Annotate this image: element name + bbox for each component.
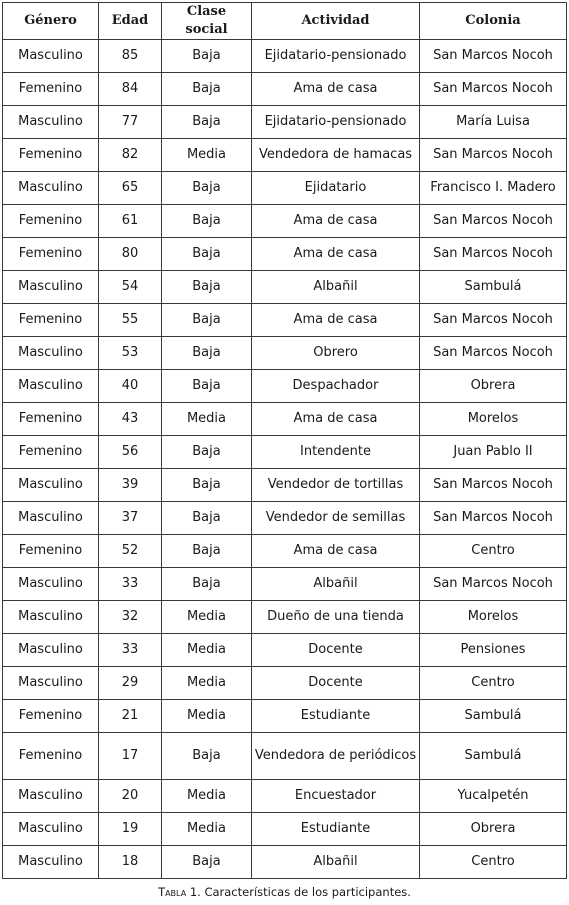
cell-genero: Femenino	[3, 700, 99, 733]
cell-genero: Masculino	[3, 40, 99, 73]
table-row	[3, 813, 567, 846]
caption-label: Tabla 1.	[158, 885, 201, 899]
cell-actividad: Ejidatario-pensionado	[252, 40, 420, 73]
cell-genero: Femenino	[3, 304, 99, 337]
cell-actividad: Ama de casa	[252, 304, 420, 337]
table-row	[3, 733, 567, 780]
cell-clase-social: Baja	[162, 304, 252, 337]
cell-clase-social: Baja	[162, 370, 252, 403]
cell-edad: 54	[99, 271, 162, 304]
cell-actividad: Intendente	[252, 436, 420, 469]
cell-clase-social: Baja	[162, 568, 252, 601]
cell-edad: 84	[99, 73, 162, 106]
cell-genero: Masculino	[3, 667, 99, 700]
table-row	[3, 304, 567, 337]
cell-clase-social: Media	[162, 813, 252, 846]
cell-edad: 20	[99, 780, 162, 813]
cell-clase-social: Media	[162, 700, 252, 733]
participants-table	[2, 2, 567, 879]
cell-clase-social: Baja	[162, 40, 252, 73]
table-row	[3, 403, 567, 436]
cell-genero: Masculino	[3, 469, 99, 502]
cell-actividad: Estudiante	[252, 700, 420, 733]
cell-colonia: Pensiones	[420, 634, 567, 667]
table-row	[3, 106, 567, 139]
cell-colonia: Morelos	[420, 403, 567, 436]
table-row	[3, 337, 567, 370]
cell-actividad: Albañil	[252, 271, 420, 304]
cell-edad: 77	[99, 106, 162, 139]
cell-genero: Masculino	[3, 601, 99, 634]
cell-colonia: San Marcos Nocoh	[420, 337, 567, 370]
cell-colonia: San Marcos Nocoh	[420, 139, 567, 172]
cell-clase-social: Baja	[162, 502, 252, 535]
cell-clase-social: Baja	[162, 469, 252, 502]
cell-actividad: Encuestador	[252, 780, 420, 813]
cell-edad: 56	[99, 436, 162, 469]
cell-clase-social: Media	[162, 634, 252, 667]
cell-colonia: Centro	[420, 535, 567, 568]
table-caption	[0, 885, 569, 899]
table-row	[3, 139, 567, 172]
cell-clase-social: Baja	[162, 205, 252, 238]
cell-edad: 80	[99, 238, 162, 271]
cell-actividad: Ejidatario-pensionado	[252, 106, 420, 139]
cell-genero: Masculino	[3, 502, 99, 535]
cell-clase-social: Media	[162, 780, 252, 813]
cell-colonia: San Marcos Nocoh	[420, 502, 567, 535]
table-row	[3, 40, 567, 73]
cell-edad: 39	[99, 469, 162, 502]
table-row	[3, 700, 567, 733]
cell-colonia: San Marcos Nocoh	[420, 73, 567, 106]
cell-clase-social: Media	[162, 403, 252, 436]
cell-actividad: Ama de casa	[252, 535, 420, 568]
cell-clase-social: Media	[162, 601, 252, 634]
cell-colonia: Yucalpetén	[420, 780, 567, 813]
table-row	[3, 535, 567, 568]
cell-clase-social: Baja	[162, 436, 252, 469]
cell-colonia: Sambulá	[420, 700, 567, 733]
cell-genero: Masculino	[3, 337, 99, 370]
table-row	[3, 271, 567, 304]
cell-colonia: Obrera	[420, 370, 567, 403]
cell-actividad: Docente	[252, 667, 420, 700]
cell-actividad: Albañil	[252, 846, 420, 879]
caption-text: Características de los participantes.	[204, 885, 411, 899]
cell-clase-social: Baja	[162, 337, 252, 370]
header-genero: Género	[3, 3, 99, 40]
header-row	[3, 3, 567, 40]
table-body	[3, 40, 567, 879]
table-row	[3, 568, 567, 601]
cell-colonia: Sambulá	[420, 733, 567, 780]
table-row	[3, 370, 567, 403]
cell-genero: Femenino	[3, 205, 99, 238]
cell-actividad: Estudiante	[252, 813, 420, 846]
cell-genero: Masculino	[3, 370, 99, 403]
cell-edad: 33	[99, 634, 162, 667]
cell-actividad: Obrero	[252, 337, 420, 370]
cell-actividad: Dueño de una tienda	[252, 601, 420, 634]
table-row	[3, 667, 567, 700]
header-clase-social: Clase social	[162, 3, 252, 40]
cell-genero: Femenino	[3, 436, 99, 469]
table-row	[3, 436, 567, 469]
cell-colonia: Obrera	[420, 813, 567, 846]
cell-actividad: Albañil	[252, 568, 420, 601]
cell-actividad: Ama de casa	[252, 403, 420, 436]
cell-edad: 29	[99, 667, 162, 700]
cell-edad: 85	[99, 40, 162, 73]
cell-clase-social: Media	[162, 139, 252, 172]
cell-genero: Masculino	[3, 780, 99, 813]
cell-colonia: San Marcos Nocoh	[420, 238, 567, 271]
header-edad: Edad	[99, 3, 162, 40]
cell-genero: Masculino	[3, 634, 99, 667]
cell-actividad: Vendedora de hamacas	[252, 139, 420, 172]
cell-edad: 21	[99, 700, 162, 733]
cell-edad: 55	[99, 304, 162, 337]
cell-actividad: Ama de casa	[252, 73, 420, 106]
cell-genero: Masculino	[3, 172, 99, 205]
cell-clase-social: Baja	[162, 106, 252, 139]
cell-genero: Femenino	[3, 139, 99, 172]
table-row	[3, 238, 567, 271]
cell-colonia: San Marcos Nocoh	[420, 40, 567, 73]
cell-actividad: Docente	[252, 634, 420, 667]
cell-genero: Femenino	[3, 73, 99, 106]
cell-genero: Femenino	[3, 535, 99, 568]
cell-actividad: Vendedora de periódicos	[252, 733, 420, 780]
cell-edad: 37	[99, 502, 162, 535]
table-row	[3, 73, 567, 106]
cell-colonia: Francisco I. Madero	[420, 172, 567, 205]
cell-colonia: María Luisa	[420, 106, 567, 139]
cell-edad: 18	[99, 846, 162, 879]
cell-clase-social: Baja	[162, 846, 252, 879]
cell-clase-social: Baja	[162, 73, 252, 106]
cell-clase-social: Baja	[162, 172, 252, 205]
cell-colonia: Centro	[420, 667, 567, 700]
table-row	[3, 172, 567, 205]
cell-colonia: Morelos	[420, 601, 567, 634]
cell-edad: 32	[99, 601, 162, 634]
cell-edad: 52	[99, 535, 162, 568]
table-header	[3, 3, 567, 40]
cell-colonia: Centro	[420, 846, 567, 879]
table-row	[3, 846, 567, 879]
cell-genero: Masculino	[3, 106, 99, 139]
cell-genero: Femenino	[3, 238, 99, 271]
cell-clase-social: Baja	[162, 238, 252, 271]
cell-clase-social: Baja	[162, 535, 252, 568]
cell-colonia: San Marcos Nocoh	[420, 568, 567, 601]
cell-clase-social: Media	[162, 667, 252, 700]
header-colonia: Colonia	[420, 3, 567, 40]
cell-edad: 17	[99, 733, 162, 780]
cell-genero: Masculino	[3, 568, 99, 601]
cell-colonia: Juan Pablo II	[420, 436, 567, 469]
cell-edad: 82	[99, 139, 162, 172]
cell-actividad: Vendedor de semillas	[252, 502, 420, 535]
table-row	[3, 205, 567, 238]
cell-edad: 33	[99, 568, 162, 601]
cell-clase-social: Baja	[162, 271, 252, 304]
cell-genero: Masculino	[3, 846, 99, 879]
table-row	[3, 502, 567, 535]
cell-edad: 65	[99, 172, 162, 205]
table-row	[3, 601, 567, 634]
cell-colonia: San Marcos Nocoh	[420, 304, 567, 337]
cell-actividad: Ama de casa	[252, 205, 420, 238]
cell-colonia: San Marcos Nocoh	[420, 469, 567, 502]
cell-colonia: San Marcos Nocoh	[420, 205, 567, 238]
cell-actividad: Ama de casa	[252, 238, 420, 271]
cell-colonia: Sambulá	[420, 271, 567, 304]
cell-actividad: Ejidatario	[252, 172, 420, 205]
cell-edad: 53	[99, 337, 162, 370]
header-actividad: Actividad	[252, 3, 420, 40]
table-row	[3, 469, 567, 502]
cell-genero: Masculino	[3, 813, 99, 846]
cell-clase-social: Baja	[162, 733, 252, 780]
table-row	[3, 780, 567, 813]
cell-genero: Femenino	[3, 403, 99, 436]
table-row	[3, 634, 567, 667]
cell-genero: Masculino	[3, 271, 99, 304]
cell-actividad: Vendedor de tortillas	[252, 469, 420, 502]
cell-edad: 19	[99, 813, 162, 846]
cell-edad: 40	[99, 370, 162, 403]
cell-actividad: Despachador	[252, 370, 420, 403]
cell-genero: Femenino	[3, 733, 99, 780]
cell-edad: 43	[99, 403, 162, 436]
cell-edad: 61	[99, 205, 162, 238]
